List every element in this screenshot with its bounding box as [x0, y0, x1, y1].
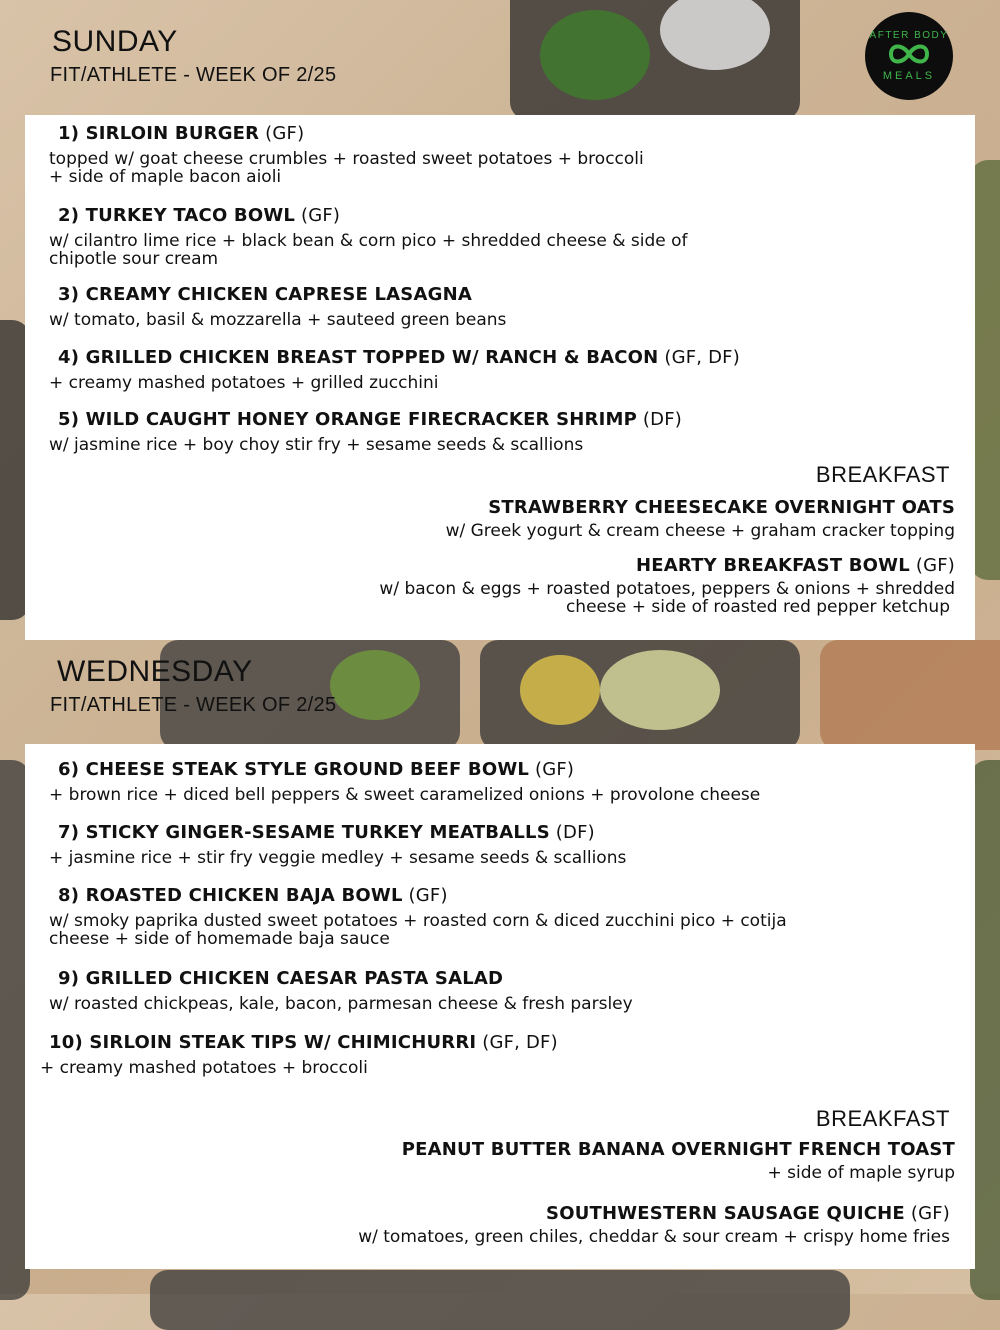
description-line: w/ jasmine rice + boy choy stir fry + sesame seeds & scallions — [49, 435, 584, 455]
section-title-sunday: SUNDAY — [52, 25, 178, 58]
logo-top-text: AFTER BODY — [869, 30, 949, 41]
description-line: w/ cilantro lime rice + black bean & corn pico + shredded cheese & side of — [49, 231, 688, 251]
menu-item-name: 7) STICKY GINGER-SESAME TURKEY MEATBALLS — [58, 822, 550, 843]
description-line: w/ bacon & eggs + roasted potatoes, peppers & onions + shredded — [379, 579, 955, 599]
menu-item-description — [25, 522, 955, 540]
menu-item-description — [25, 1059, 975, 1077]
diet-tag: (GF) — [909, 555, 955, 576]
menu-item — [25, 205, 975, 268]
diet-tag: (GF) — [259, 123, 305, 144]
diet-tag: (GF, DF) — [476, 1032, 558, 1053]
description-line: w/ roasted chickpeas, kale, bacon, parmesan cheese & fresh parsley — [49, 994, 633, 1014]
description-line: + jasmine rice + stir fry veggie medley + sesame seeds & scallions — [49, 848, 627, 868]
description-line: topped w/ goat cheese crumbles + roasted sweet potatoes + broccoli — [49, 149, 644, 169]
menu-item — [25, 409, 975, 454]
infinity-icon — [885, 40, 933, 68]
diet-tag: (GF) — [529, 759, 575, 780]
diet-tag: (DF) — [636, 409, 682, 430]
menu-item-description — [25, 374, 975, 392]
breakfast-item — [25, 1139, 975, 1182]
breakfast-label: BREAKFAST — [815, 462, 950, 487]
menu-item-description — [25, 849, 975, 867]
diet-tag: (GF, DF) — [658, 347, 740, 368]
menu-item-title — [25, 205, 975, 226]
description-line: chipotle sour cream — [49, 249, 219, 269]
menu-item-name: SOUTHWESTERN SAUSAGE QUICHE — [546, 1203, 905, 1224]
diet-tag: (GF) — [295, 205, 341, 226]
description-line: w/ Greek yogurt & cream cheese + graham cracker topping — [445, 521, 955, 541]
section-subtitle-wednesday: FIT/ATHLETE - WEEK OF 2/25 — [50, 694, 337, 716]
menu-item-name: 8) ROASTED CHICKEN BAJA BOWL — [58, 885, 403, 906]
menu-item-title — [25, 1032, 975, 1053]
menu-item-name: 2) TURKEY TACO BOWL — [58, 205, 296, 226]
breakfast-item — [25, 497, 975, 540]
menu-item — [25, 1032, 975, 1077]
menu-item-description — [25, 311, 975, 329]
section-subtitle-sunday: FIT/ATHLETE - WEEK OF 2/25 — [50, 64, 337, 86]
menu-item-title — [25, 555, 955, 576]
menu-panel-wednesday — [25, 744, 975, 1269]
menu-item-description — [25, 150, 975, 186]
menu-item — [25, 885, 975, 948]
menu-item-name: PEANUT BUTTER BANANA OVERNIGHT FRENCH TOAST — [401, 1139, 955, 1160]
diet-tag: (GF) — [904, 1203, 950, 1224]
menu-item — [25, 123, 975, 186]
menu-item-description — [25, 580, 955, 616]
menu-item — [25, 284, 975, 329]
description-line: cheese + side of roasted red pepper ketchup — [565, 597, 950, 617]
menu-item-description — [25, 436, 975, 454]
menu-item-title — [25, 885, 975, 906]
menu-item-description — [25, 232, 975, 268]
menu-item-title — [25, 1139, 955, 1160]
menu-item-title — [25, 123, 975, 144]
menu-item-name: 5) WILD CAUGHT HONEY ORANGE FIRECRACKER SHRIMP — [58, 409, 637, 430]
menu-item — [25, 347, 975, 392]
menu-item-title — [25, 759, 975, 780]
description-line: w/ tomato, basil & mozzarella + sauteed green beans — [49, 310, 507, 330]
menu-item-name: 4) GRILLED CHICKEN BREAST TOPPED W/ RANCH & BACON — [58, 347, 659, 368]
menu-item — [25, 759, 975, 804]
menu-item-title — [25, 968, 975, 989]
description-line: cheese + side of homemade baja sauce — [49, 929, 390, 949]
description-line: + side of maple syrup — [767, 1163, 955, 1183]
menu-item — [25, 968, 975, 1013]
description-line: + brown rice + diced bell peppers & sweet caramelized onions + provolone cheese — [49, 785, 761, 805]
logo-bottom-text: MEALS — [882, 70, 936, 82]
description-line: w/ tomatoes, green chiles, cheddar & sour cream + crispy home fries — [358, 1227, 950, 1247]
menu-item-name: STRAWBERRY CHEESECAKE OVERNIGHT OATS — [488, 497, 955, 518]
menu-item-description — [25, 1164, 955, 1182]
menu-item-title — [25, 284, 975, 305]
menu-panel-sunday — [25, 115, 975, 640]
breakfast-item — [25, 1203, 975, 1246]
menu-item-title — [25, 497, 955, 518]
menu-item — [25, 822, 975, 867]
menu-item-name: 1) SIRLOIN BURGER — [58, 123, 260, 144]
breakfast-label: BREAKFAST — [815, 1106, 950, 1131]
menu-item-name: 9) GRILLED CHICKEN CAESAR PASTA SALAD — [58, 968, 504, 989]
description-line: + creamy mashed potatoes + broccoli — [40, 1058, 368, 1078]
menu-item-name: HEARTY BREAKFAST BOWL — [636, 555, 910, 576]
brand-logo — [865, 12, 953, 100]
menu-item-title — [25, 409, 975, 430]
breakfast-item — [25, 555, 975, 616]
menu-item-description — [25, 1228, 950, 1246]
menu-item-name: 3) CREAMY CHICKEN CAPRESE LASAGNA — [58, 284, 472, 305]
diet-tag: (DF) — [549, 822, 595, 843]
description-line: + side of maple bacon aioli — [49, 167, 282, 187]
diet-tag: (GF) — [402, 885, 448, 906]
menu-item-name: 10) SIRLOIN STEAK TIPS W/ CHIMICHURRI — [49, 1032, 477, 1053]
menu-item-description — [25, 995, 975, 1013]
section-title-wednesday: WEDNESDAY — [57, 655, 253, 688]
menu-item-description — [25, 912, 975, 948]
menu-item-title — [25, 347, 975, 368]
menu-item-title — [25, 1203, 950, 1224]
menu-item-title — [25, 822, 975, 843]
menu-item-description — [25, 786, 975, 804]
description-line: w/ smoky paprika dusted sweet potatoes + roasted corn & diced zucchini pico + cotija — [49, 911, 787, 931]
menu-item-name: 6) CHEESE STEAK STYLE GROUND BEEF BOWL — [58, 759, 530, 780]
description-line: + creamy mashed potatoes + grilled zucchini — [49, 373, 439, 393]
